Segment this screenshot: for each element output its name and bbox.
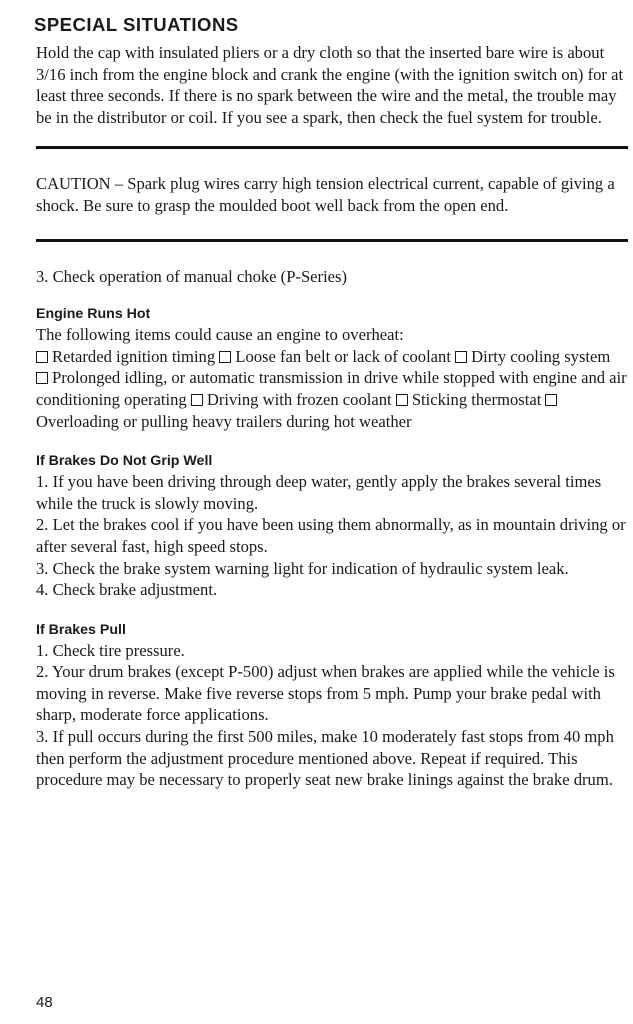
overheat-cause: Loose fan belt or lack of coolant (235, 346, 451, 366)
section-heading-brakes-do-not-grip: If Brakes Do Not Grip Well (36, 453, 213, 470)
overheat-cause: Overloading or pulling heavy trailers during hot weather (36, 411, 412, 431)
page-title: SPECIAL SITUATIONS (34, 14, 239, 35)
checkbox-bullet-icon (455, 351, 467, 363)
section-heading-brakes-pull: If Brakes Pull (36, 621, 126, 638)
checkbox-bullet-icon (219, 351, 231, 363)
checkbox-bullet-icon (36, 372, 48, 384)
overheat-cause: Driving with frozen coolant (206, 389, 392, 409)
list-item: 1. If you have been driving through deep water, gently apply the brakes several times while the truck is slowly moving. (36, 472, 602, 513)
step-check-choke: 3. Check operation of manual choke (P-Series) (36, 266, 348, 286)
divider-top (36, 146, 628, 149)
list-item: 3. If pull occurs during the first 500 miles, make 10 moderately fast stops from 40 mph then perform the adjustment procedure mentioned above. Repeat if required. This procedure may be necessary to properly seat new brake linings against the brake drum. (36, 727, 614, 790)
overheat-cause: Retarded ignition timing (52, 346, 216, 366)
checkbox-bullet-icon (36, 351, 48, 363)
section-intro: The following items could cause an engine to overheat: (36, 325, 404, 345)
intro-paragraph: Hold the cap with insulated pliers or a dry cloth so that the inserted bare wire is about 3/16 inch from the engine block and crank the engine (with the ignition switch on) for at least three seconds. If there is no spark between the wire and the metal, the trouble may be in the distributor or coil. If you see a spark, then check the fuel system for trouble. (36, 43, 624, 127)
list-item: 4. Check brake adjustment. (36, 580, 218, 600)
checkbox-bullet-icon (545, 394, 557, 406)
section-heading-engine-runs-hot: Engine Runs Hot (36, 306, 151, 323)
overheat-cause: Sticking thermostat (411, 389, 542, 409)
page-number: 48 (36, 994, 53, 1011)
checkbox-bullet-icon (191, 394, 203, 406)
list-item: 2. Let the brakes cool if you have been using them abnormally, as in mountain driving or after several fast, high speed stops. (36, 515, 626, 556)
manual-page (36, 14, 628, 811)
section-engine-runs-hot (36, 305, 628, 432)
overheat-cause: Prolonged idling, or automatic transmission in drive while stopped with engine and air conditioning operating (36, 368, 627, 409)
overheat-cause: Dirty cooling system (471, 346, 611, 366)
checkbox-bullet-icon (396, 394, 408, 406)
list-item: 1. Check tire pressure. (36, 640, 185, 660)
list-item: 2. Your drum brakes (except P-500) adjust when brakes are applied while the vehicle is moving in reverse. Make five reverse stops from 5 mph. Pump your brake pedal with sharp, moderate force applications. (36, 662, 615, 725)
list-item: 3. Check the brake system warning light for indication of hydraulic system leak. (36, 558, 569, 578)
overheat-causes-list (36, 346, 628, 432)
divider-bottom (36, 239, 628, 242)
section-brakes-pull (36, 621, 628, 791)
section-brakes-do-not-grip (36, 452, 628, 601)
caution-note: CAUTION – Spark plug wires carry high tension electrical current, capable of giving a shock. Be sure to grasp the moulded boot well back from the open end. (36, 174, 615, 215)
